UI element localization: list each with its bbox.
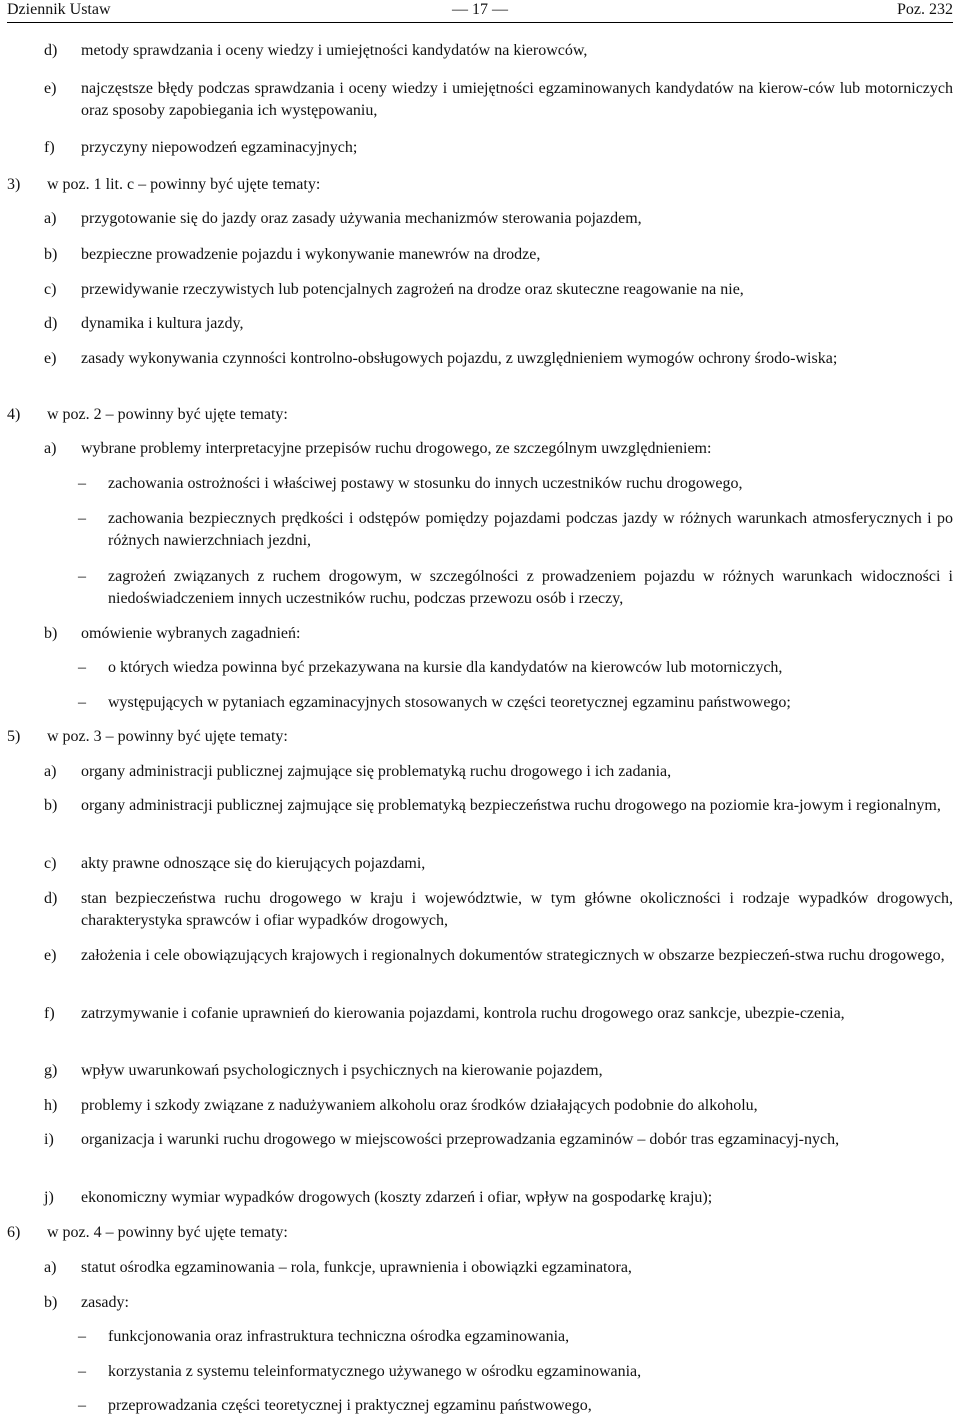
- item-marker: c): [44, 281, 57, 298]
- dash-marker: –: [78, 694, 86, 711]
- item-text: ekonomiczny wymiar wypadków drogowych (koszty zdarzeń i ofiar, wpływ na gospodarkę kraju);: [81, 1189, 713, 1206]
- item-text: omówienie wybranych zagadnień:: [81, 625, 301, 642]
- page-header: [7, 0, 953, 23]
- item-marker: f): [44, 1005, 55, 1022]
- item-marker: a): [44, 210, 57, 227]
- item-marker: i): [44, 1131, 54, 1148]
- item-text: zasady wykonywania czynności kontrolno-obsługowych pojazdu, z uwzględnieniem wymogów ochrony środo-wiska;: [81, 350, 838, 367]
- dash-marker: –: [78, 568, 86, 585]
- dash-marker: –: [78, 475, 86, 492]
- item-marker: e): [44, 80, 57, 97]
- section-text: w poz. 1 lit. c – powinny być ujęte tematy:: [47, 176, 321, 193]
- item-text: zachowania ostrożności i właściwej postawy w stosunku do innych uczestników ruchu drogowego,: [108, 475, 743, 492]
- item-text: przyczyny niepowodzeń egzaminacyjnych;: [81, 139, 358, 156]
- dash-marker: –: [78, 1397, 86, 1414]
- item-text: o których wiedza powinna być przekazywana na kursie dla kandydatów na kierowców lub motorniczych,: [108, 659, 783, 676]
- section-text: w poz. 2 – powinny być ujęte tematy:: [47, 406, 288, 423]
- section-marker: 4): [7, 406, 21, 423]
- item-marker: g): [44, 1062, 58, 1079]
- item-text: wpływ uwarunkowań psychologicznych i psychicznych na kierowanie pojazdem,: [81, 1062, 603, 1079]
- section-text: w poz. 4 – powinny być ujęte tematy:: [47, 1224, 288, 1241]
- item-marker: a): [44, 1259, 57, 1276]
- item-text: statut ośrodka egzaminowania – rola, funkcje, uprawnienia i obowiązki egzaminatora,: [81, 1259, 632, 1276]
- item-marker: b): [44, 797, 58, 814]
- item-text: zatrzymywanie i cofanie uprawnień do kierowania pojazdami, kontrola ruchu drogowego oraz sankcje, ubezpie-czenia,: [81, 1005, 845, 1022]
- item-marker: h): [44, 1097, 58, 1114]
- item-marker: b): [44, 625, 58, 642]
- section-marker: 5): [7, 728, 21, 745]
- position-number: Poz. 232: [897, 1, 953, 18]
- section-marker: 6): [7, 1224, 21, 1241]
- item-text: wybrane problemy interpretacyjne przepisów ruchu drogowego, ze szczególnym uwzględnieniem:: [81, 440, 712, 457]
- item-text: organy administracji publicznej zajmujące się problematyką ruchu drogowego i ich zadania,: [81, 763, 672, 780]
- item-text: bezpieczne prowadzenie pojazdu i wykonywanie manewrów na drodze,: [81, 246, 541, 263]
- item-text: problemy i szkody związane z nadużywaniem alkoholu oraz środków działających podobnie do alkoholu,: [81, 1097, 758, 1114]
- item-text: organy administracji publicznej zajmujące się problematyką bezpieczeństwa ruchu drogowego na poziomie kra-jowym i regionalnym,: [81, 797, 941, 814]
- item-text: metody sprawdzania i oceny wiedzy i umiejętności kandydatów na kierowców,: [81, 42, 588, 59]
- item-marker: c): [44, 855, 57, 872]
- item-text: zachowania bezpiecznych prędkości i odstępów pomiędzy pojazdami podczas jazdy w różnych warunkach atmosferycznych i po różnych nawierzchniach jezdni,: [108, 510, 953, 549]
- item-text: przewidywanie rzeczywistych lub potencjalnych zagrożeń na drodze oraz skuteczne reagowanie na nie,: [81, 281, 744, 298]
- item-marker: e): [44, 350, 57, 367]
- section-text: w poz. 3 – powinny być ujęte tematy:: [47, 728, 288, 745]
- item-marker: e): [44, 947, 57, 964]
- dash-marker: –: [78, 1328, 86, 1345]
- item-text: dynamika i kultura jazdy,: [81, 315, 244, 332]
- item-marker: d): [44, 315, 58, 332]
- item-text: występujących w pytaniach egzaminacyjnych stosowanych w części teoretycznej egzaminu państwowego;: [108, 694, 791, 711]
- item-marker: d): [44, 42, 58, 59]
- page-number: — 17 —: [452, 1, 508, 18]
- journal-title: Dziennik Ustaw: [7, 1, 111, 18]
- item-text: funkcjonowania oraz infrastruktura techniczna ośrodka egzaminowania,: [108, 1328, 570, 1345]
- dash-marker: –: [78, 1363, 86, 1380]
- item-marker: b): [44, 246, 58, 263]
- dash-marker: –: [78, 510, 86, 527]
- item-marker: a): [44, 763, 57, 780]
- item-text: przygotowanie się do jazdy oraz zasady używania mechanizmów sterowania pojazdem,: [81, 210, 642, 227]
- item-text: najczęstsze błędy podczas sprawdzania i oceny wiedzy i umiejętności egzaminowanych kandydatów na kierow-ców lub motorniczych oraz sposoby zapobiegania ich występowaniu,: [81, 80, 953, 119]
- item-marker: j): [44, 1189, 54, 1206]
- item-marker: f): [44, 139, 55, 156]
- item-text: akty prawne odnoszące się do kierujących pojazdami,: [81, 855, 426, 872]
- dash-marker: –: [78, 659, 86, 676]
- item-text: przeprowadzania części teoretycznej i praktycznej egzaminu państwowego,: [108, 1397, 592, 1414]
- item-text: stan bezpieczeństwa ruchu drogowego w kraju i województwie, w tym główne okoliczności i rodzaje wypadków drogowych, charakterystyka sprawców i ofiar wypadków drogowych,: [81, 890, 953, 929]
- item-marker: d): [44, 890, 58, 907]
- item-text: założenia i cele obowiązujących krajowych i regionalnych dokumentów strategicznych w obszarze bezpieczeń-stwa ruchu drogowego,: [81, 947, 945, 964]
- section-marker: 3): [7, 176, 21, 193]
- item-text: zagrożeń związanych z ruchem drogowym, w szczególności z prowadzeniem pojazdu w różnych warunkach widoczności i niedoświadczeniem innych uczestników ruchu, podczas przewozu osób i rzeczy,: [108, 568, 953, 607]
- item-marker: a): [44, 440, 57, 457]
- item-text: organizacja i warunki ruchu drogowego w miejscowości przeprowadzania egzaminów – dobór tras egzaminacyj-nych,: [81, 1131, 840, 1148]
- item-text: korzystania z systemu teleinformatycznego używanego w ośrodku egzaminowania,: [108, 1363, 642, 1380]
- item-marker: b): [44, 1294, 58, 1311]
- item-text: zasady:: [81, 1294, 129, 1311]
